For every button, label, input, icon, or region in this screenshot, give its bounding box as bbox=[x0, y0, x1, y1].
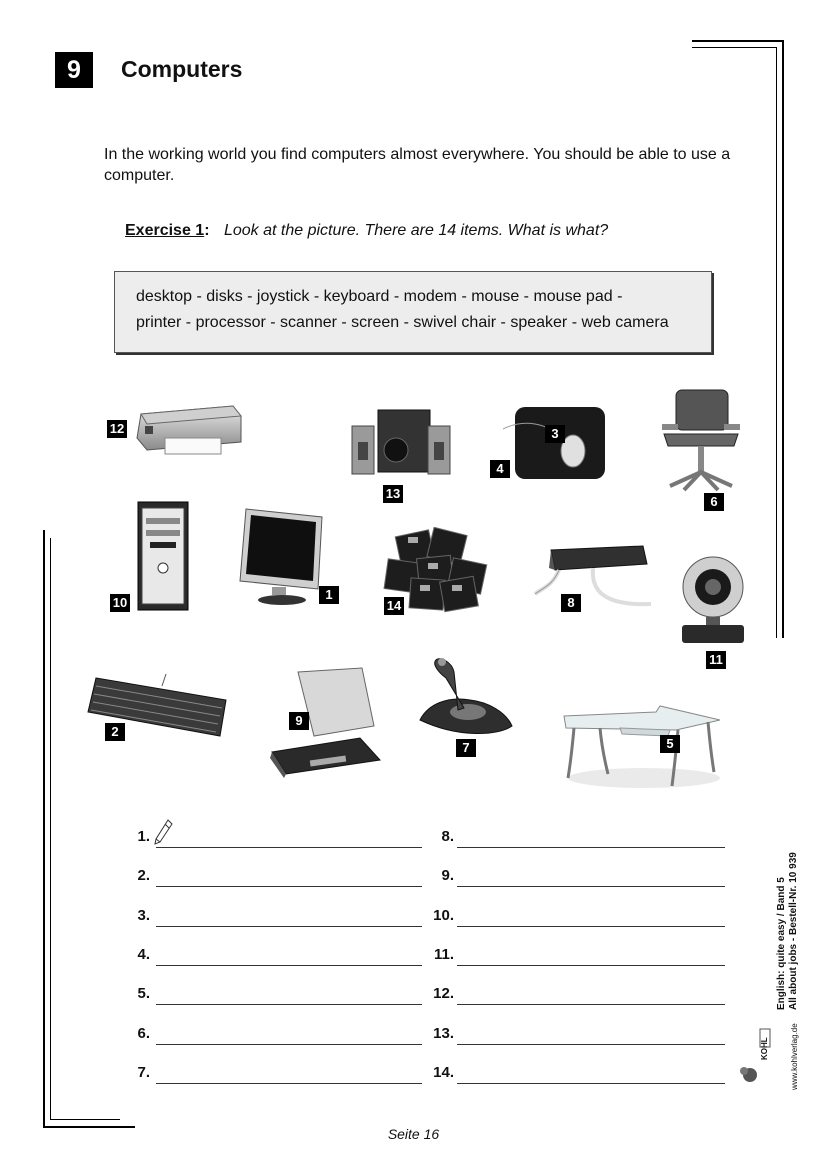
answer-number: 9. bbox=[441, 867, 454, 885]
answer-line[interactable] bbox=[156, 1044, 422, 1045]
publisher-website: www.kohlverlag.de bbox=[790, 1023, 799, 1090]
label-screen: 1 bbox=[319, 586, 339, 604]
scanner-icon bbox=[270, 666, 382, 778]
answer-line[interactable] bbox=[457, 1083, 725, 1084]
screen-icon bbox=[238, 507, 324, 607]
intro-text: In the working world you find computers almost everywhere. You should be able to use a computer. bbox=[104, 146, 731, 184]
answer-number: 10. bbox=[433, 906, 454, 924]
label-scanner: 9 bbox=[289, 712, 309, 730]
answer-number: 1. bbox=[137, 828, 150, 845]
chair-icon bbox=[660, 386, 742, 494]
answer-number: 13. bbox=[433, 1024, 454, 1042]
pencil-icon bbox=[152, 818, 174, 848]
exercise-colon: : bbox=[204, 222, 210, 239]
frame-top-right-h2 bbox=[692, 47, 776, 48]
publisher-name: KOHL bbox=[760, 1037, 769, 1060]
word-box-line-1: desktop - disks - joystick - keyboard - modem - mouse - mouse pad - bbox=[136, 288, 623, 305]
modem-icon bbox=[533, 540, 653, 610]
joystick-icon bbox=[418, 650, 514, 740]
answer-line[interactable] bbox=[156, 1004, 422, 1005]
frame-bottom-h2 bbox=[50, 1119, 120, 1120]
answer-line[interactable] bbox=[457, 847, 725, 848]
answer-line[interactable] bbox=[457, 886, 725, 887]
answer-line[interactable] bbox=[156, 926, 422, 927]
label-disks: 14 bbox=[384, 597, 404, 615]
exercise-instruction: Look at the picture. There are 14 items. What is what? bbox=[223, 222, 609, 239]
answer-line[interactable] bbox=[457, 1044, 725, 1045]
answer-line[interactable] bbox=[457, 965, 725, 966]
label-printer: 12 bbox=[107, 420, 127, 438]
speakers-icon bbox=[350, 408, 452, 476]
answer-number: 5. bbox=[137, 985, 150, 1003]
frame-left-v1 bbox=[43, 530, 45, 1128]
frame-left-v2 bbox=[50, 538, 51, 1120]
label-processor: 10 bbox=[110, 594, 130, 612]
label-mouse-pad: 4 bbox=[490, 460, 510, 478]
answer-number: 6. bbox=[137, 1024, 150, 1042]
answer-number: 3. bbox=[137, 906, 150, 924]
label-chair: 6 bbox=[704, 493, 724, 511]
processor-icon bbox=[136, 500, 190, 612]
frame-top-right-h1 bbox=[692, 40, 784, 42]
frame-right-v2 bbox=[776, 47, 777, 638]
answer-number: 12. bbox=[433, 985, 454, 1003]
answer-line[interactable] bbox=[457, 926, 725, 927]
label-keyboard: 2 bbox=[105, 723, 125, 741]
label-modem: 8 bbox=[561, 594, 581, 612]
label-speakers: 13 bbox=[383, 485, 403, 503]
answer-number: 4. bbox=[137, 945, 150, 963]
page-number: Seite 16 bbox=[387, 1126, 440, 1142]
answer-line[interactable] bbox=[457, 1004, 725, 1005]
frame-right-v1 bbox=[782, 40, 784, 638]
sidebar-line-1: English: quite easy / Band 5 bbox=[776, 877, 787, 1010]
page-title: Computers bbox=[121, 56, 243, 82]
answer-number: 2. bbox=[137, 867, 150, 885]
webcam-icon bbox=[678, 555, 748, 647]
printer-icon bbox=[133, 402, 245, 458]
label-mouse: 3 bbox=[545, 425, 565, 443]
answer-line[interactable] bbox=[156, 1083, 422, 1084]
label-desk: 5 bbox=[660, 735, 680, 753]
word-box bbox=[114, 271, 712, 353]
answer-number: 8. bbox=[441, 828, 454, 845]
kohl-logo-icon bbox=[740, 1025, 776, 1085]
sidebar-book-info bbox=[776, 852, 800, 1010]
sidebar-line-2: All about jobs - Bestell-Nr. 10 939 bbox=[788, 852, 799, 1010]
label-webcam: 11 bbox=[706, 651, 726, 669]
answer-line[interactable] bbox=[156, 886, 422, 887]
answer-number: 14. bbox=[433, 1063, 454, 1081]
chapter-number: 9 bbox=[55, 52, 93, 88]
word-box-line-2: printer - processor - scanner - screen - swivel chair - speaker - web camera bbox=[136, 314, 669, 331]
answer-line[interactable] bbox=[156, 965, 422, 966]
answer-line[interactable] bbox=[156, 847, 422, 848]
answer-number: 11. bbox=[433, 945, 454, 963]
desk-icon bbox=[560, 700, 722, 792]
answer-number: 7. bbox=[137, 1063, 150, 1081]
mouse-pad-icon bbox=[503, 405, 607, 481]
exercise-heading bbox=[125, 222, 608, 240]
label-joystick: 7 bbox=[456, 739, 476, 757]
exercise-label: Exercise 1 bbox=[125, 222, 205, 239]
